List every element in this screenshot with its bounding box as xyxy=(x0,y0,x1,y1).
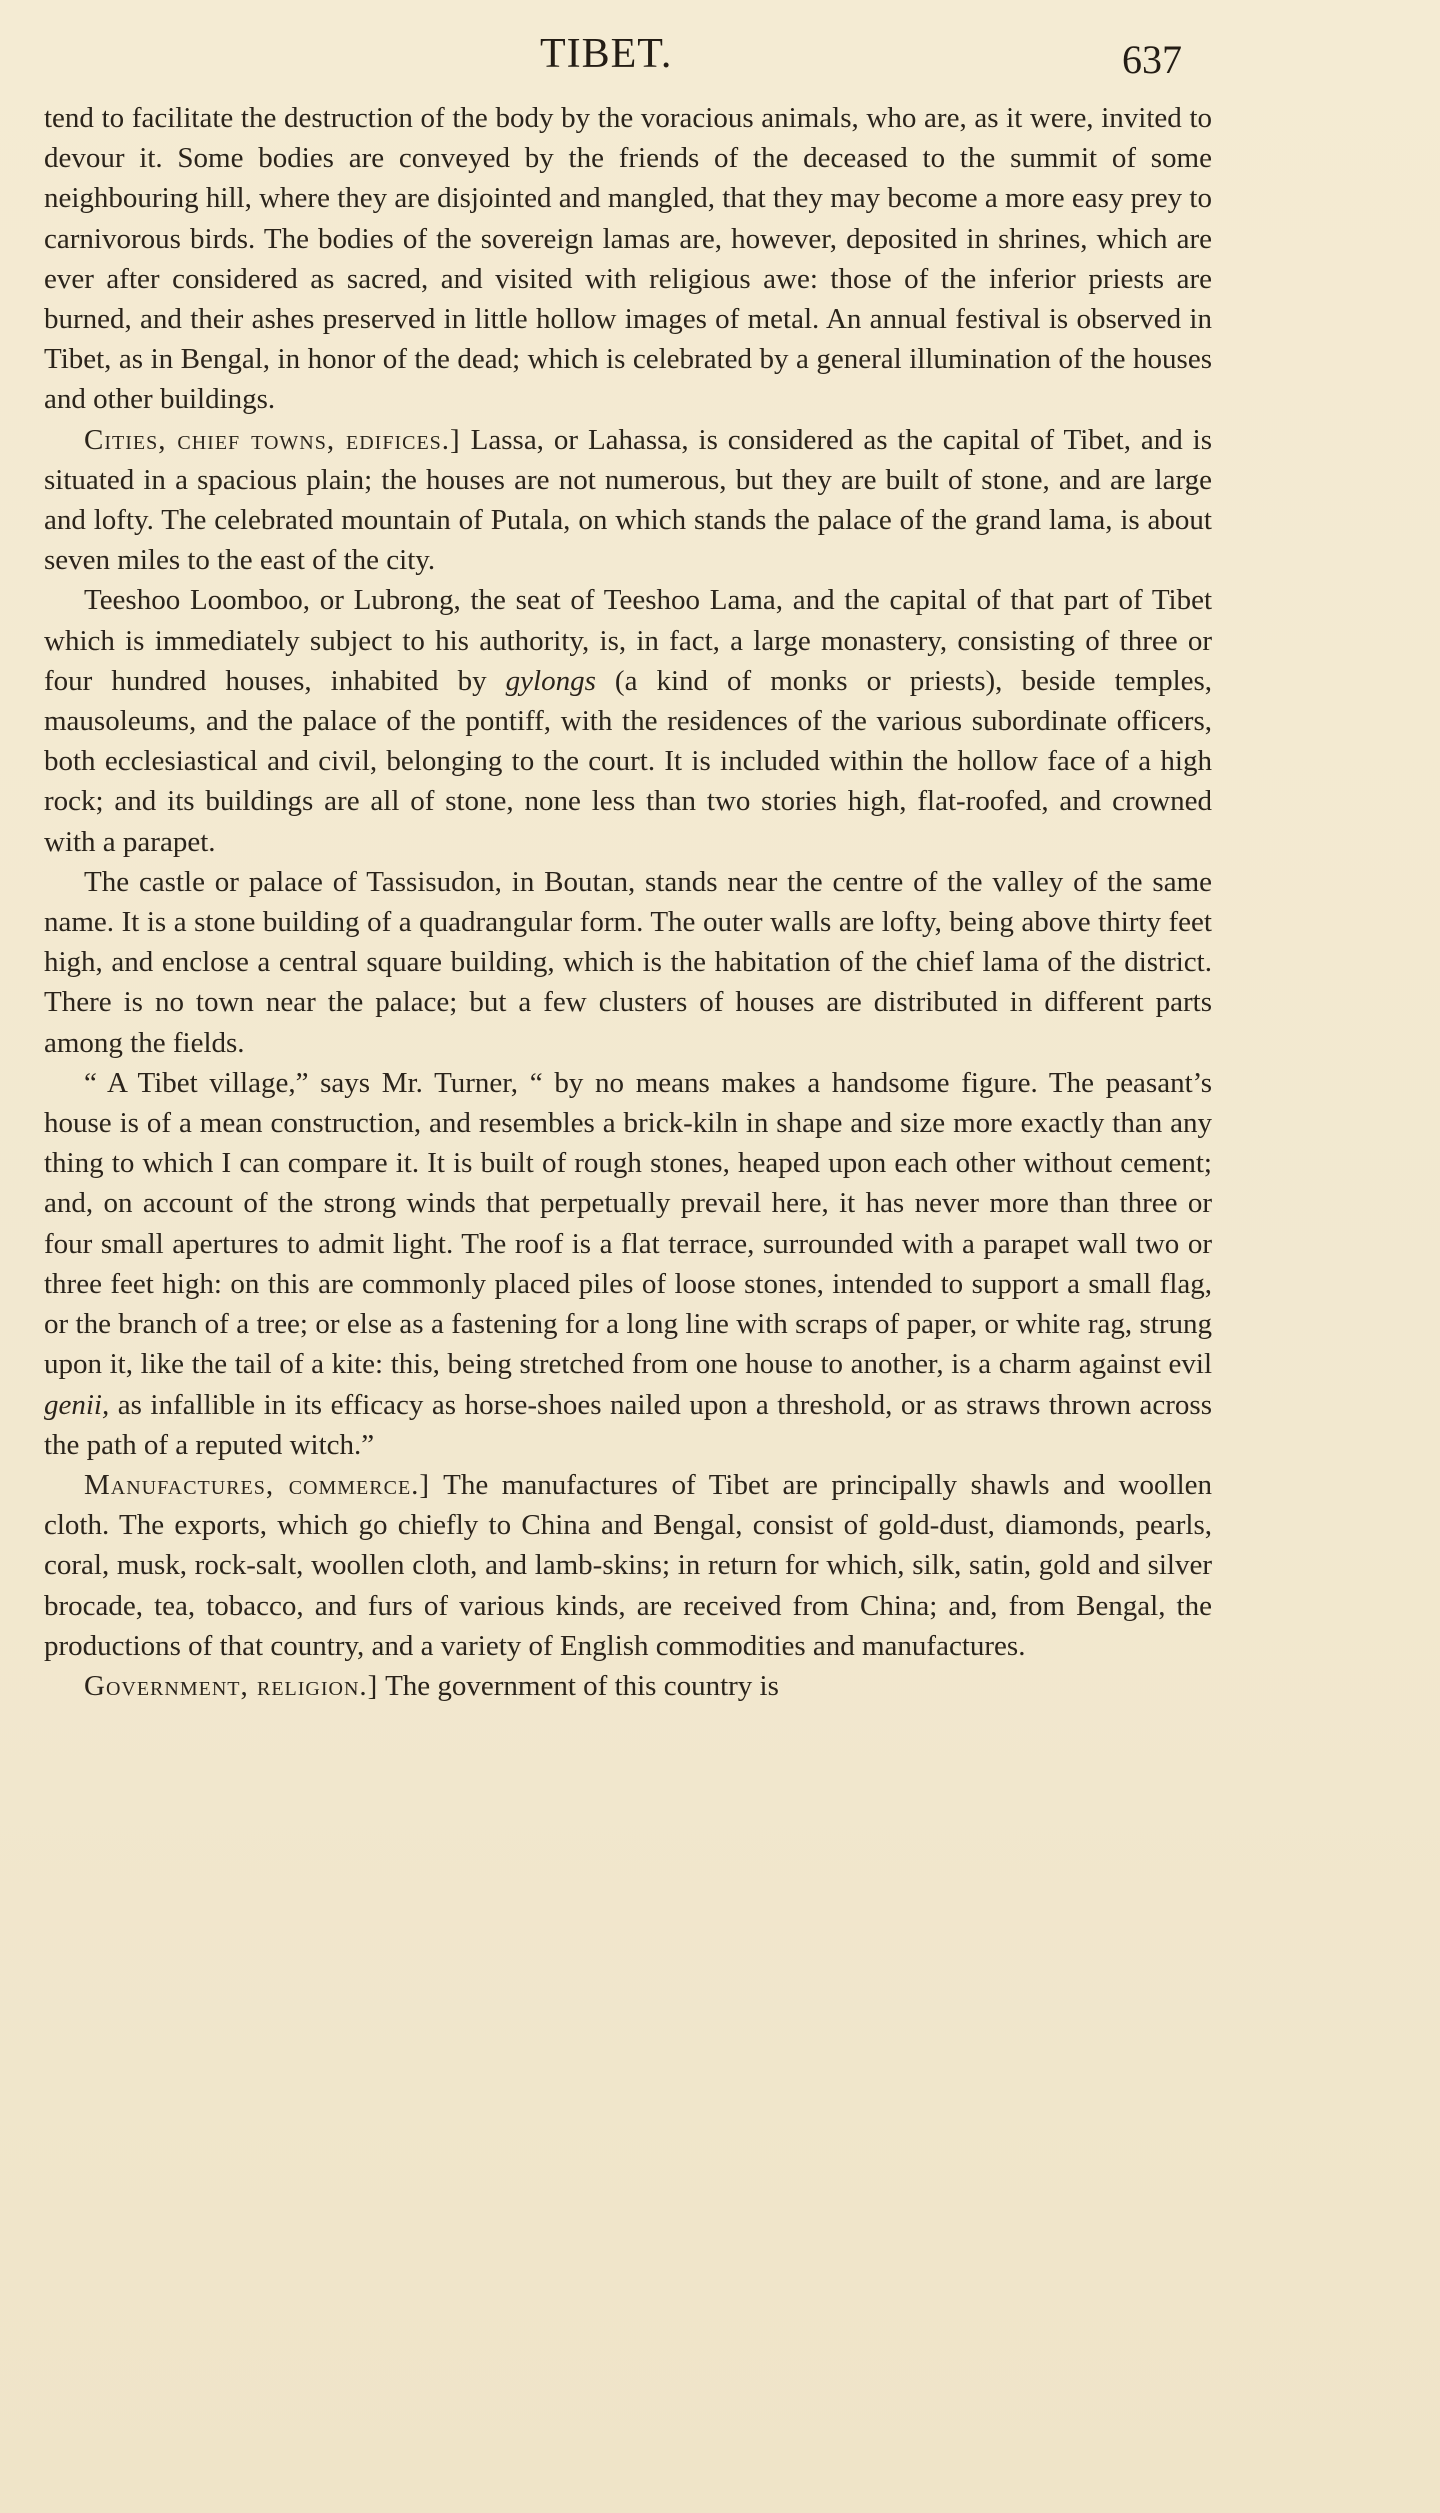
paragraph-government xyxy=(44,1666,1212,1706)
paragraph-teeshoo-loomboo xyxy=(44,580,1212,861)
page-number: 637 xyxy=(1122,37,1182,82)
running-head xyxy=(0,22,1440,82)
paragraph-cities xyxy=(44,420,1212,581)
paragraph-tibet-village-quote xyxy=(44,1063,1212,1465)
section-heading-government: Government, religion.] xyxy=(84,1669,379,1702)
paragraph-government-text: The government of this country is xyxy=(385,1669,779,1702)
term-genii: genii, xyxy=(44,1388,110,1421)
paragraph-tassisudon: The castle or palace of Tassisudon, in Boutan, stands near the centre of the valley of the same name. It is a stone building of a quadrangular form. The outer walls are lofty, being above thirty feet high, and enclose a central square building, which is the habitation of the chief lama of the district. There is no town near the palace; but a few clusters of houses are distributed in different parts among the fields. xyxy=(44,865,1212,1059)
section-heading-manufactures: Manufactures, commerce.] xyxy=(84,1468,431,1501)
body-text xyxy=(44,98,1212,1706)
section-heading-cities: Cities, chief towns, edifices.] xyxy=(84,423,461,456)
quote-start: “ A Tibet village,” says Mr. Turner, “ by no means makes a handsome figure. The peasant’s house is of a mean construction, and resembles a brick-kiln in shape and size more exactly than any thing to which I can compare it. It is built of rough stones, heaped upon each other without cement; and, on account of the strong winds that perpetually prevail here, it has never more than three or four small apertures to admit light. The roof is a flat terrace, surrounded with a parapet wall two or three feet high: on this are commonly placed piles of loose stones, intended to support a small flag, or the branch of a tree; or else as a fastening for a long line with scraps of paper, or white rag, strung upon it, like the tail of a kite: this, being stretched from one house to another, is a charm against evil xyxy=(44,1066,1212,1381)
paragraph-burial-customs: tend to facilitate the destruction of the body by the voracious animals, who are, as it were, invited to devour it. Some bodies are conveyed by the friends of the deceased to the summit of some neighbouring hill, where they are disjointed and mangled, that they may become a more easy prey to carnivorous birds. The bodies of the sovereign lamas are, however, deposited in shrines, which are ever after considered as sacred, and visited with religious awe: those of the inferior priests are burned, and their ashes preserved in little hollow images of metal. An annual festival is observed in Tibet, as in Bengal, in honor of the dead; which is celebrated by a general illumination of the houses and other buildings. xyxy=(44,102,1212,416)
quote-end: as infallible in its efficacy as horse-shoes nailed upon a threshold, or as straws thrown across the path of a reputed witch.” xyxy=(44,1388,1212,1461)
paragraph-teeshoo-end: (a kind of monks or priests), beside temples, mausoleums, and the palace of the pontiff, with the residences of the various subordinate officers, both ecclesiastical and civil, belonging to the court. It is included within the hollow face of a high rock; and its buildings are all of stone, none less than two stories high, flat-roofed, and crowned with a parapet. xyxy=(44,664,1213,858)
paragraph-manufactures-text: The manufactures of Tibet are principally shawls and woollen cloth. The exports, which go chiefly to China and Bengal, consist of gold-dust, diamonds, pearls, coral, musk, rock-salt, woollen cloth, and lamb-skins; in return for which, silk, satin, gold and silver brocade, tea, tobacco, and furs of various kinds, are received from China; and, from Bengal, the productions of that country, and a variety of English commodities and manufactures. xyxy=(44,1468,1212,1662)
paragraph-teeshoo-start: Teeshoo Loomboo, or Lubrong, the seat of Teeshoo Lama, and the capital of that part of Tibet which is immediately subject to his authority, is, in fact, a large monastery, consisting of three or four hundred houses, inhabited by xyxy=(44,584,1212,697)
paragraph-cities-text: Lassa, or Lahassa, is considered as the capital of Tibet, and is situated in a spacious plain; the houses are not numerous, but they are built of stone, and are large and lofty. The celebrated mountain of Putala, on which stands the palace of the grand lama, is about seven miles to the east of the city. xyxy=(44,423,1213,577)
running-title: TIBET. xyxy=(540,31,673,77)
paragraph-manufactures xyxy=(44,1465,1212,1666)
term-gylongs: gylongs xyxy=(505,664,596,697)
